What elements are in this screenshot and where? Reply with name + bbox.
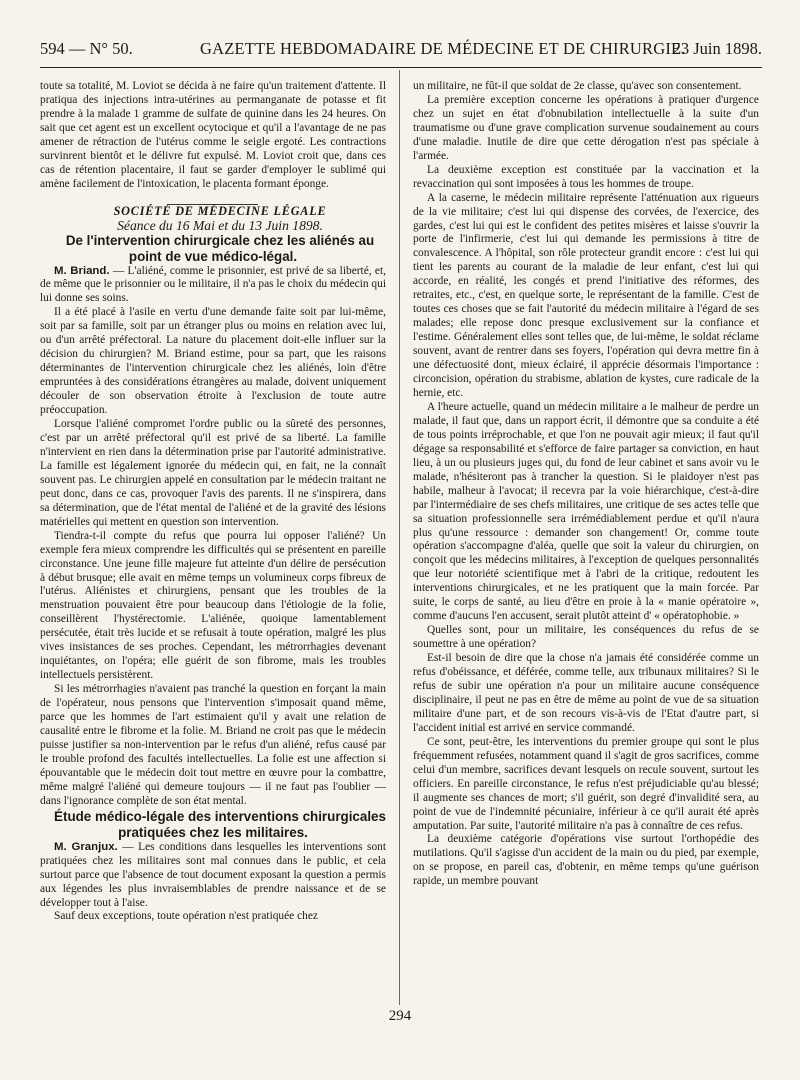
seance-heading: Séance du 16 Mai et du 13 Juin 1898. [117, 217, 323, 233]
author-briand: M. Briand. [54, 264, 110, 277]
article-title-alienes: De l'intervention chirurgicale chez les aliénés au point de vue médico-légal. [65, 232, 375, 264]
paragraph: La deuxième catégorie d'opérations vise surtout l'orthopédie des mutilations. Qu'il s'agisse d'un accident de la main ou du pied, par exemple, on se propose, en pareil cas, d'obtenir, en même temps qu'une guérison rapide, un membre pouvant [413, 833, 759, 888]
paragraph: La deuxième exception est constituée par la vaccination et la revaccination qui sont imposées à tous les hommes de troupe. [413, 163, 759, 190]
issue-date: 23 Juin 1898. [672, 39, 762, 58]
right-column [413, 80, 759, 985]
paragraph: un militaire, ne fût-il que soldat de 2e classe, qu'avec son consentement. [413, 80, 742, 92]
column-divider [399, 70, 400, 1005]
paragraph: Lorsque l'aliéné compromet l'ordre public ou la sûreté des personnes, c'est par un arrêté préfectoral qu'il est privé de sa liberté. La famille n'intervient en rien dans la détermination prise par l'autorité administrative. La famille est légalement ignorée du médecin qui, en fait, ne la connaît souvent pas. Le chirurgien appelé en consultation par le médecin traitant ne peut donc, dans ce cas, provoquer l'avis des parents. Il ne s'inspirera, dans sa détermination, que de l'état mental de l'aliéné et de la gravité des lésions matérielles qui mettent en question son intervention. [40, 418, 386, 528]
intro-paragraph: toute sa totalité, M. Loviot se décida à ne faire qu'un traitement d'attente. Il pratiqua des injections intra-utérines au permanganate de potasse et fit prendre à la malade 1 gramme de sulfate de quinine dans les 24 heures. On sait que cet agent est un excellent ocytocique et qu'il a l'avantage de ne pas amener de rétraction de l'utérus comme le seigle ergoté. Les contractions survinrent bientôt et le délivre fut expulsé. M. Loviot croit que, dans ces cas de rétention placentaire, il faut se garder d'employer le sublimé qui amène facilement de l'intoxication, le placenta formant éponge. [40, 80, 386, 190]
paragraph: A la caserne, le médecin militaire représente l'atténuation aux rigueurs de la vie militaire; c'est lui qui dispense des corvées, de l'exercice, des gardes, c'est lui qui est le confident des petites misères et laisse s'ouvrir la porte de l'infirmerie, c'est lui qui demande les permissions à titre de convalescence. A l'hôpital, son rôle protecteur grandit encore : c'est lui qui tient les parents au courant de la maladie de leur enfant, c'est lui qui accorde, en réalité, les congés et prend l'initiative des réformes, des retraites, etc., c'est, en quelque sorte, le représentant de la famille. C'est de toutes ces choses que se fait l'autorité du médecin militaire à l'égard de ses malades; elle repose donc presque exclusivement sur la confiance et l'estime. Généralement elles sont telles que, de lui-même, le soldat réclame souvent, avant de rentrer dans ses foyers, l'opération qui devra mettre fin à une défectuosité dont, mieux éclairé, il apprécie désormais l'importance : circoncision, opération du strabisme, ablation de kystes, cure radicale de la hernie, etc. [413, 191, 759, 399]
paragraph: Il a été placé à l'asile en vertu d'une demande faite soit par lui-même, soit par sa famille, soit par un étranger plus ou moins en relation avec lui, ou d'un arrêté préfectoral. La nature du placement doit-elle influer sur la décision du chirurgien? M. Briand estime, pour sa part, que les raisons déterminantes de l'intervention chirurgicale chez les aliénés, loin d'être empruntées à des considérations étrangères au malade, doivent uniquement découler de son observation étroite à l'exclusion de toute autre préoccupation. [40, 306, 386, 417]
paragraph [40, 265, 386, 307]
article-title-militaires: Étude médico-légale des interventions chirurgicales pratiquées chez les militaires. [54, 808, 386, 840]
paragraph: Ce sont, peut-être, les interventions du premier groupe qui sont le plus fréquemment refusées, notamment quand il s'agit de gros sacrifices, comme celui d'un membre, sacrifices devant lesquels on recule souvent, surtout les officiers. En pareille circonstance, le refus n'est préjudiciable qu'au blessé; il augmente ses chances de mort; s'il guérit, son degré d'invalidité sera, au point de vue de l'indemnité pécuniaire, inférieur à ce qu'il aurait été après amputation. Par suite, l'autorité militaire n'a pas à connaître de ces refus. [413, 735, 759, 832]
paragraph: Sauf deux exceptions, toute opération n'est pratiquée chez [54, 910, 318, 923]
page-issue-number: 594 — N° 50. [40, 39, 133, 58]
paragraph: Si les métrorrhagies n'avaient pas tranché la question en forçant la main de l'opérateur, nous pensons que l'intervention s'imposait quand même, parce que les hommes de l'art estimaient qu'il y avait une relation de causalité entre le fibrome et la folie. M. Briand ne croit pas que le médecin puisse justifier sa non-intervention par le refus d'un aliéné, refus causé par le trouble profond des facultés intellectuelles. La folie est une affection si épouvantable que le médecin doit tout mettre en œuvre pour la combattre, même malgré l'aliéné qui demeure toujours — il ne faut pas l'oublier — dans l'ignorance complète de son état mental. [40, 683, 386, 807]
paragraph: La première exception concerne les opérations à pratiquer d'urgence chez un sujet en état d'obnubilation intellectuelle à la suite d'un traumatisme ou d'une grave complication survenue soudainement au cours d'une maladie. Inutile de dire que cette dérogation n'est pas spéciale à l'armée. [413, 93, 759, 162]
paragraph: Quelles sont, pour un militaire, les conséquences du refus de se soumettre à une opération? [413, 624, 759, 651]
running-header [40, 36, 762, 62]
paragraph-text: — Les conditions dans lesquelles les interventions sont pratiquées chez les militaires sont mal connues dans le public, et cela surtout parce que l'absence de tout document exposant la question a permis aux légendes les plus invraisemblables de prendre naissance et de se développer tout à l'aise. [40, 840, 386, 909]
journal-title: GAZETTE HEBDOMADAIRE DE MÉDECINE ET DE CHIRURGIE. [200, 39, 686, 58]
paragraph-text: — L'aliéné, comme le prisonnier, est privé de sa liberté, et, de même que le prisonnier ou le militaire, il n'a pas le choix du médecin qui lui donne ses soins. [40, 264, 386, 305]
header-rule [40, 67, 762, 68]
left-column [40, 80, 386, 1000]
paragraph [40, 841, 386, 911]
society-heading: SOCIÉTÉ DE MÉDECINE LÉGALE [113, 203, 327, 218]
page-folio: 294 [388, 1008, 412, 1024]
author-granjux: M. Granjux. [54, 840, 118, 853]
paragraph: Est-il besoin de dire que la chose n'a jamais été considérée comme un refus d'obéissance, et déférée, comme telle, aux tribunaux militaires? Si le refus de subir une opération n'a pour un militaire aucune conséquence disciplinaire, il peut ne pas en être de même au point de vue de sa situation militaire d'une part, et de son recours vis-à-vis de l'Etat d'autre part, si l'accident initial est arrivé en service commandé. [413, 652, 759, 734]
paragraph: Tiendra-t-il compte du refus que pourra lui opposer l'aliéné? Un exemple fera mieux comprendre les difficultés qui se présentent en pareille circonstance. Une jeune fille majeure fut atteinte d'un délire de persécution à début brusque; elle avait en même temps un volumineux corps fibreux de l'utérus. Aliénistes et chirurgiens, pensant que les troubles de la menstruation pouvaient être pour beaucoup dans l'étiologie de la folie, conseillèrent l'hystérectomie. L'aliénée, quoique lamentablement persécutée, était très lucide et se refusait à toute opération, malgré les plus vives insistances de ses proches. Cependant, les métrorrhagies devenant inquiétantes, on l'opéra; elle guérit de son fibrome, mais les troubles intellectuels persistèrent. [40, 529, 386, 682]
paragraph: A l'heure actuelle, quand un médecin militaire a le malheur de perdre un malade, il faut que, dans un rapport écrit, il démontre que sa conduite a été de tous points irréprochable, et que l'on ne pouvait agir mieux; il faut qu'il dégage sa responsabilité et s'efforce de faire partager sa conviction, en haut lieu, à un ou plusieurs juges qui, du fond de leur cabinet et sans avoir vu le malade, n'hésiteront pas à trancher la question. Si le plaidoyer n'est pas habile, malheur à l'avocat; il recevra par la voie hiérarchique, c'est-à-dire par l'intermédiaire de ses chefs militaires, une critique de ses actes telle que sa situation professionnelle sera irrémédiablement perdue et qu'il n'aura plus qu'une ressource : demander son changement! Or, comme toute opération s'accompagne d'aléa, quelle que soit la valeur du chirurgien, on conçoit que les médecins militaires, à l'exception de quelques personnalités que leur notoriété scientifique met à l'abri de la critique, redoutent les interventions chirurgicales, et ne les pratiquent que la main forcée. Par suite, le corps de santé, au lieu d'être en proie à la « manie opératoire », comme d'aucuns l'en accusent, serait plutôt atteint d' « opératophobie. » [413, 400, 759, 623]
